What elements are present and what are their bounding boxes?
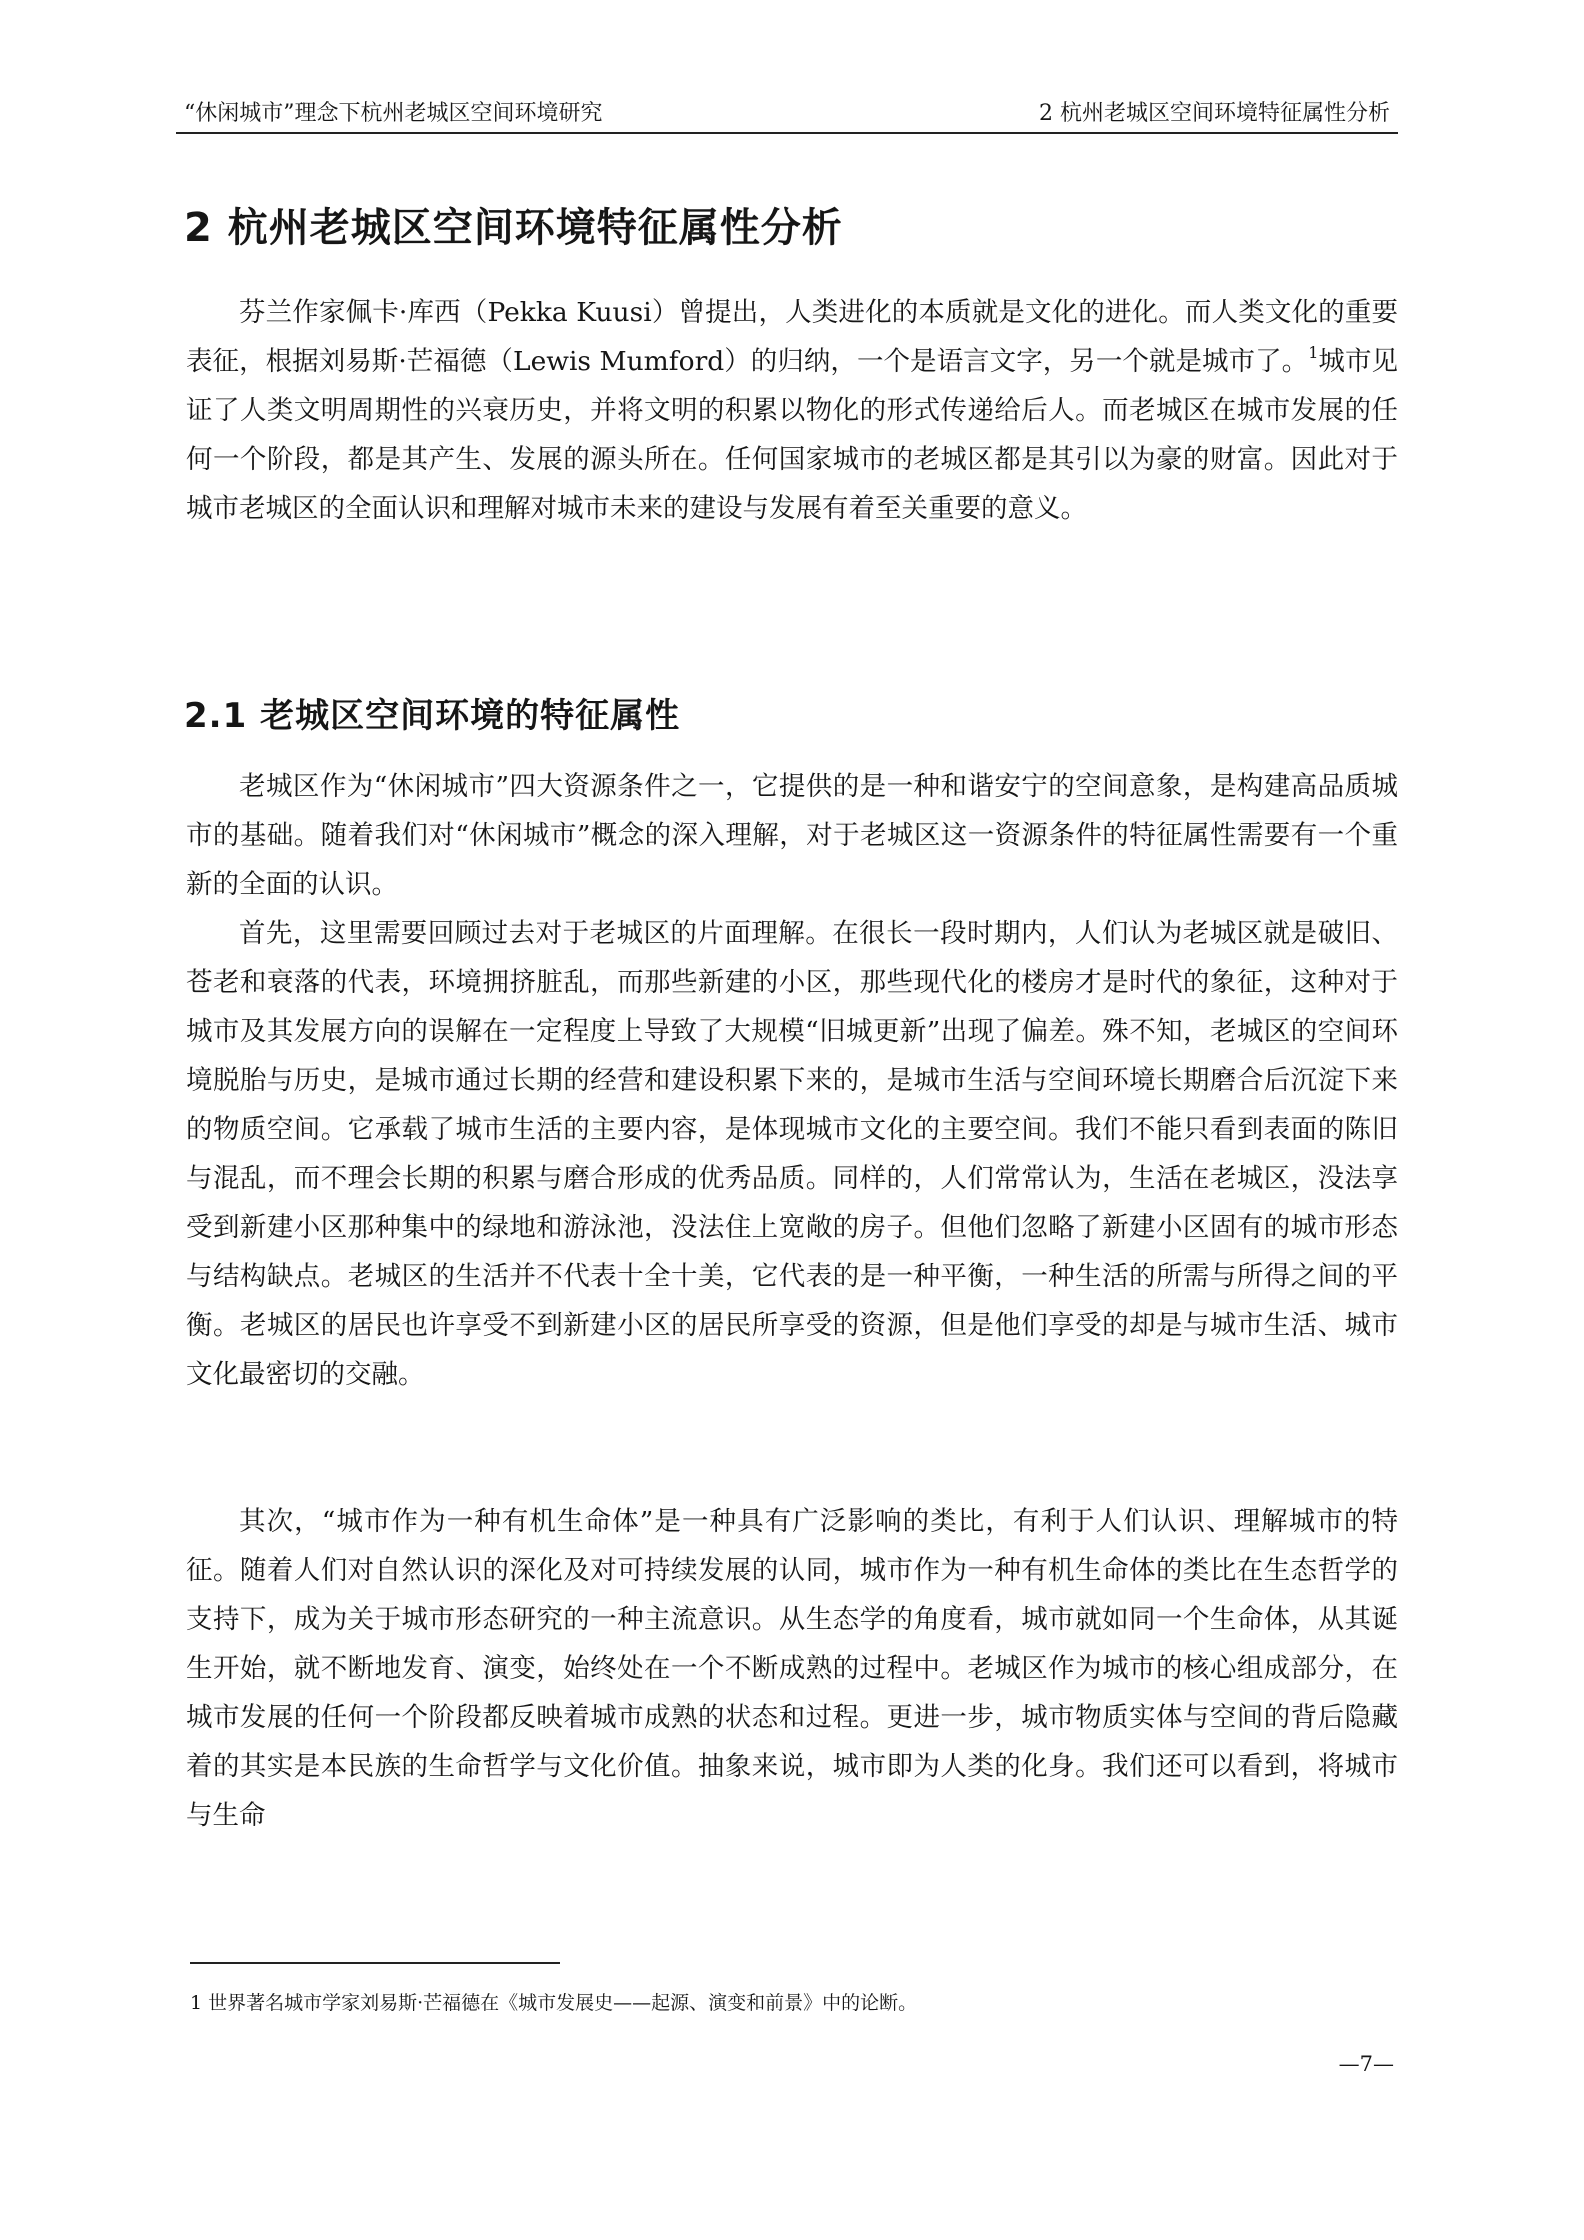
running-header-left: “休闲城市”理念下杭州老城区空间环境研究 [184,101,603,126]
running-header [176,92,1398,134]
page-number: —7— [1338,2052,1394,2076]
section-paragraph-1: 老城区作为“休闲城市”四大资源条件之一，它提供的是一种和谐安宁的空间意象，是构建高品质城市的基础。随着我们对“休闲城市”概念的深入理解，对于老城区这一资源条件的特征属性需要有一个重新的全面的认识。 [186,771,1398,900]
section-paragraph-3: 其次，“城市作为一种有机生命体”是一种具有广泛影响的类比，有利于人们认识、理解城市的特征。随着人们对自然认识的深化及对可持续发展的认同，城市作为一种有机生命体的类比在生态哲学的支持下，成为关于城市形态研究的一种主流意识。从生态学的角度看，城市就如同一个生命体，从其诞生开始，就不断地发育、演变，始终处在一个不断成熟的过程中。老城区作为城市的核心组成部分，在城市发展的任何一个阶段都反映着城市成熟的状态和过程。更进一步，城市物质实体与空间的背后隐藏着的其实是本民族的生命哲学与文化价值。抽象来说，城市即为人类的化身。我们还可以看到，将城市与生命 [186,1506,1398,1831]
chapter-title: 2 杭州老城区空间环境特征属性分析 [184,205,843,251]
footnote-marker[interactable]: 1 [1308,343,1319,363]
footnote: 1 世界著名城市学家刘易斯·芒福德在《城市发展史——起源、演变和前景》中的论断。 [190,1992,918,2014]
intro-text-before-note: 芬兰作家佩卡·库西（Pekka Kuusi）曾提出，人类进化的本质就是文化的进化。而人类文化的重要表征，根据刘易斯·芒福德（Lewis Mumford）的归纳，一个是语言文字，另一个就是城市了。 [186,297,1398,377]
running-header-right: 2 杭州老城区空间环境特征属性分析 [1039,101,1390,126]
footnote-divider [190,1962,560,1964]
intro-paragraph [186,288,1398,533]
section-title: 2.1 老城区空间环境的特征属性 [184,696,681,736]
section-paragraph-2: 首先，这里需要回顾过去对于老城区的片面理解。在很长一段时期内，人们认为老城区就是破旧、苍老和衰落的代表，环境拥挤脏乱，而那些新建的小区，那些现代化的楼房才是时代的象征，这种对于城市及其发展方向的误解在一定程度上导致了大规模“旧城更新”出现了偏差。殊不知，老城区的空间环境脱胎与历史，是城市通过长期的经营和建设积累下来的，是城市生活与空间环境长期磨合后沉淀下来的物质空间。它承载了城市生活的主要内容，是体现城市文化的主要空间。我们不能只看到表面的陈旧与混乱，而不理会长期的积累与磨合形成的优秀品质。同样的，人们常常认为，生活在老城区，没法享受到新建小区那种集中的绿地和游泳池，没法住上宽敞的房子。但他们忽略了新建小区固有的城市形态与结构缺点。老城区的生活并不代表十全十美，它代表的是一种平衡，一种生活的所需与所得之间的平衡。老城区的居民也许享受不到新建小区的居民所享受的资源，但是他们享受的却是与城市生活、城市文化最密切的交融。 [186,918,1398,1390]
intro-text-after-note: 城市见证了人类文明周期性的兴衰历史，并将文明的积累以物化的形式传递给后人。而老城区在城市发展的任何一个阶段，都是其产生、发展的源头所在。任何国家城市的老城区都是其引以为豪的财富。因此对于城市老城区的全面认识和理解对城市未来的建设与发展有着至关重要的意义。 [186,346,1399,524]
